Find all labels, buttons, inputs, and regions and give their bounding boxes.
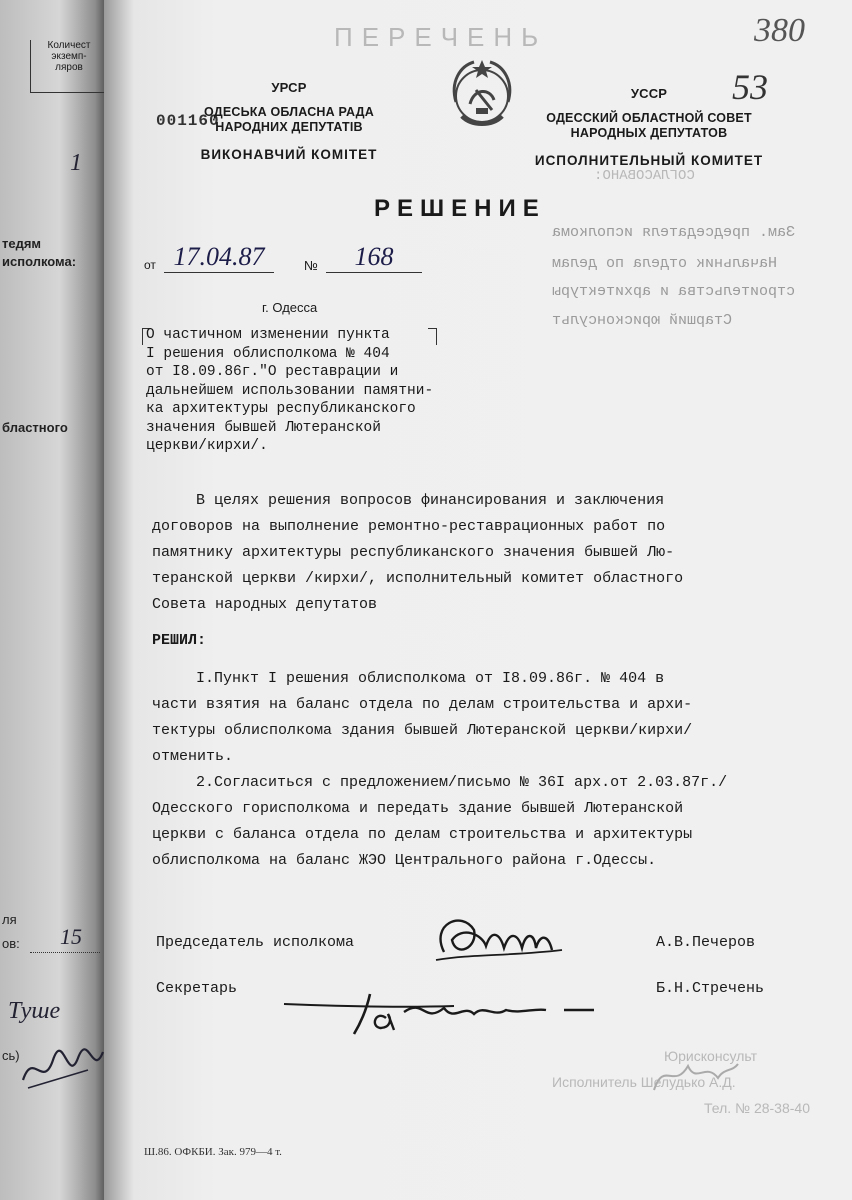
print-footer: Ш.86. ОФКБИ. Зак. 979—4 т. [144, 1146, 282, 1158]
handwritten-count: 15 [60, 924, 82, 949]
council-line: ОДЕССКИЙ ОБЛАСТНОЙ СОВЕТ [546, 111, 752, 125]
committee-name: ИСПОЛНИТЕЛЬНЫЙ КОМИТЕТ [534, 153, 764, 168]
item1-line: тектуры облисполкома здания бывшей Лютеранской церкви/кирхи/ [152, 722, 693, 739]
header-ukrainian [184, 80, 394, 162]
margin-fragment: ов: [2, 936, 20, 951]
margin-fragment: тедям [2, 236, 42, 251]
committee-name: ВИКОНАВЧИЙ КОМІТЕТ [200, 147, 378, 162]
bleed-through-title: ПЕРЕЧЕНЬ [334, 22, 548, 52]
council-line: НАРОДНЫХ ДЕПУТАТОВ [570, 126, 728, 140]
item1-line: части взятия на баланс отдела по делам строительства и архи- [152, 696, 693, 713]
subject-line: значения бывшей Лютеранской [146, 419, 381, 436]
copies-label-line: экземп- [51, 51, 87, 62]
bleed-through-line: Старший юрисконсульт [552, 312, 733, 329]
chairman-signature-icon [422, 904, 572, 974]
item2-line: Одесского горисполкома и передать здание бывшей Лютеранской [152, 800, 684, 817]
decision-subject [146, 326, 436, 456]
subject-line: от I8.09.86г."О реставрации и [146, 364, 399, 380]
secretary-name: Б.Н.Стречень [656, 980, 765, 997]
item1-line: отменить. [152, 748, 234, 765]
header-russian [534, 86, 764, 168]
item2-line: церкви с баланса отдела по делам строительства и архитектуры [152, 826, 693, 843]
document-page [104, 0, 852, 1200]
document-title: РЕШЕНИЕ [374, 195, 546, 222]
decided-heading: РЕШИЛ: [152, 632, 207, 649]
secretary-signature-icon [274, 984, 614, 1044]
bleed-through-line: Начальник отдела по делам [552, 255, 778, 272]
item2-line: 2.Согласиться с предложением/письмо № 36I арх.от 2.03.87г./ [196, 774, 728, 791]
bleed-through-line: строительства и архитектуры [552, 283, 796, 300]
subject-line: О частичном изменении пункта [146, 327, 390, 343]
margin-dotted-line [30, 952, 100, 953]
copies-count-box [30, 40, 107, 93]
previous-page-edge [0, 0, 108, 1200]
decision-number: 168 [326, 242, 422, 273]
bleed-through-bottom: Исполнитель Шелудько А.Д. [552, 1074, 736, 1090]
decision-date: 17.04.87 [164, 242, 274, 273]
soviet-state-emblem-icon [440, 52, 524, 136]
republic-abbreviation: УССР [630, 86, 668, 101]
copies-label-line: Количест [47, 40, 91, 51]
registration-number: 001160 [156, 112, 220, 130]
chairman-title: Председатель исполкома [156, 934, 355, 951]
handwritten-copy-number: 1 [70, 150, 82, 176]
date-prefix: от [144, 258, 156, 272]
preamble-line: памятнику архитектуры республиканского значения бывшей Лю- [152, 544, 675, 561]
margin-fragment: исполкома: [2, 254, 77, 269]
subject-line: дальнейшем использовании памятни- [146, 382, 434, 399]
chairman-name: А.В.Печеров [656, 934, 756, 951]
secretary-title: Секретарь [156, 980, 238, 997]
approval-mark-icon [644, 1050, 744, 1100]
subject-line: церкви/кирхи/. [146, 438, 268, 454]
archive-page-number: 380 [754, 12, 805, 49]
bleed-through-bottom: Юрисконсульт [664, 1048, 758, 1064]
preamble-line: договоров на выполнение ремонтно-реставрационных работ по [152, 518, 666, 535]
margin-fragment: бластного [2, 420, 68, 435]
subject-line: ка архитектуры республиканского [146, 401, 416, 417]
council-line: ОДЕСЬКА ОБЛАСНА РАДА [203, 105, 375, 119]
preamble-line: теранской церкви /кирхи/, исполнительный комитет областного [152, 570, 684, 587]
item2-line: облисполкома на баланс ЖЭО Центрального района г.Одессы. [152, 852, 657, 869]
number-prefix: № [304, 258, 318, 273]
bleed-through-agreed: СОГЛАСОВАНО: [594, 168, 695, 184]
handwritten-surname: Туше [8, 998, 61, 1024]
item1-line: I.Пункт I решения облисполкома от I8.09.86г. № 404 в [196, 670, 665, 687]
bleed-through-bottom: Тел. № 28-38-40 [704, 1100, 810, 1116]
copies-label-line: ляров [55, 62, 83, 73]
margin-fragment: сь) [2, 1048, 20, 1063]
council-line: НАРОДНИХ ДЕПУТАТІВ [215, 120, 363, 134]
margin-signature-icon [18, 1040, 108, 1100]
republic-abbreviation: УРСР [271, 80, 307, 95]
margin-fragment: ля [2, 912, 17, 927]
bleed-through-line: Зам. председателя исполкома [552, 224, 796, 241]
subject-line: I решения облисполкома № 404 [146, 345, 390, 362]
preamble-line: Совета народных депутатов [152, 596, 378, 613]
city: г. Одесса [262, 300, 318, 315]
folio-number: 53 [732, 67, 768, 107]
preamble-line: В целях решения вопросов финансирования и заключения [196, 492, 665, 509]
